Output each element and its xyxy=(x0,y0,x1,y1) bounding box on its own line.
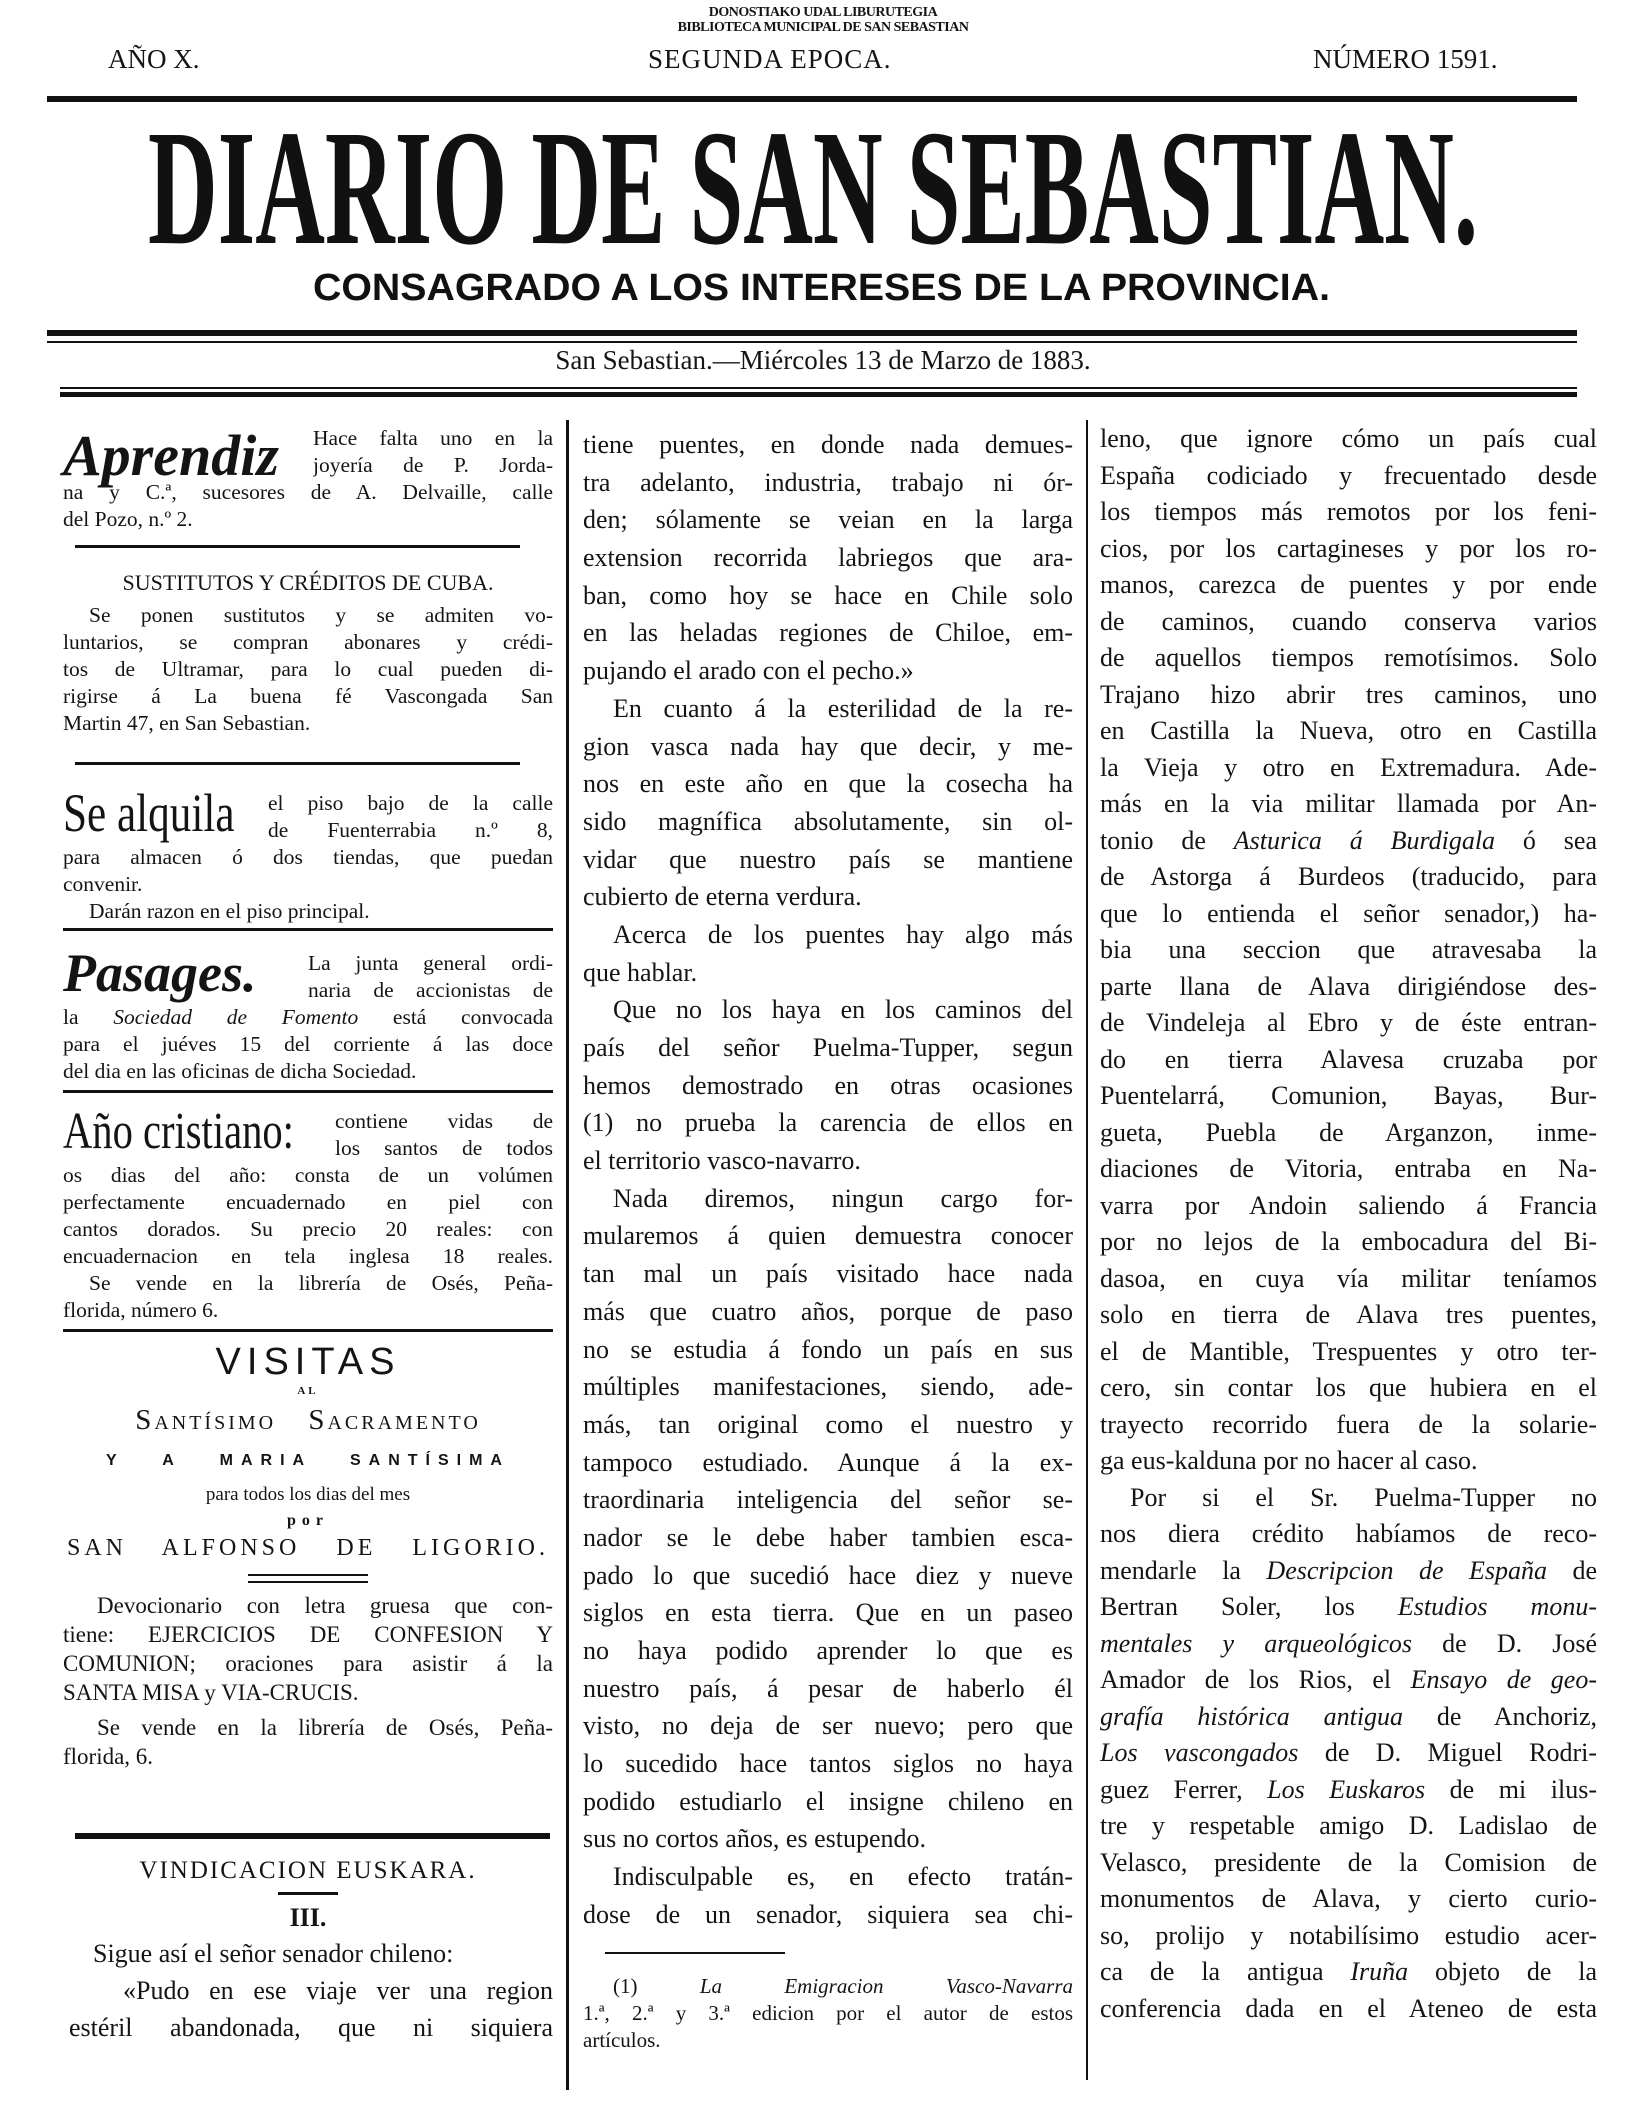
text-line: artículos. xyxy=(583,2028,661,2052)
text-line: más que cuatro años, porque de paso xyxy=(583,1296,1073,1326)
text-line: luntarios, se compran abonares y crédi- xyxy=(63,630,553,654)
text-line: florida, 6. xyxy=(63,1744,154,1769)
text-line: varra por Andoin saliendo á Francia xyxy=(1100,1190,1597,1220)
text-line: naria de accionistas de xyxy=(308,978,553,1002)
text-line: manos, carezca de puentes y por ende xyxy=(1100,570,1597,599)
text-segment: de xyxy=(1546,1555,1597,1585)
text-line: pujando el arado con el pecho.» xyxy=(583,656,914,686)
text-line: SANTA MISA y VIA-CRUCIS. xyxy=(63,1680,359,1705)
text-line: Trajano hizo abrir tres caminos, uno xyxy=(1100,679,1597,709)
text-line: extension recorrida labriegos que ara- xyxy=(583,543,1073,573)
italic-text: Los Euskaros xyxy=(1267,1774,1426,1804)
text-line: por no lejos de la embocadura del Bi- xyxy=(1100,1227,1597,1256)
text-segment: Amador de los Rios, el xyxy=(1100,1665,1411,1694)
text-line: sido magnífica absolutamente, sin ol- xyxy=(583,806,1073,836)
epoch-label: SEGUNDA EPOCA. xyxy=(648,44,892,74)
visitas-line: Santísimo Sacramento xyxy=(135,1404,481,1436)
text-segment: de D. Miguel Rodri- xyxy=(1298,1738,1597,1767)
masthead-subtitle: CONSAGRADO A LOS INTERESES DE LA PROVINCIA. xyxy=(313,267,1330,307)
visitas-line: para todos los dias del mes xyxy=(205,1484,411,1505)
text-line: mularemos á quien demuestra conocer xyxy=(583,1221,1073,1251)
column-divider xyxy=(1086,420,1088,2080)
text-line: conferencia dada en el Ateneo de esta xyxy=(1100,1993,1597,2023)
text-segment: tonio de xyxy=(1100,825,1234,855)
italic-text: Los vascongados xyxy=(1100,1738,1299,1767)
header-rule xyxy=(60,392,1577,397)
text-line: pado lo que sucedió hace diez y nueve xyxy=(583,1560,1073,1590)
text-line: del dia en las oficinas de dicha Sociedad. xyxy=(63,1059,417,1083)
text-line: so, prolijo y notabilísimo estudio acer- xyxy=(1100,1920,1597,1950)
header-rule xyxy=(47,96,1577,102)
text-line: el piso bajo de la calle xyxy=(268,791,553,815)
paragraph xyxy=(583,916,1073,991)
text-line: no se estudia á fondo un país en sus xyxy=(583,1334,1073,1364)
text-line: país del señor Puelma-Tupper, segun xyxy=(583,1033,1073,1062)
article-title: VINDICACION EUSKARA. xyxy=(139,1857,477,1884)
year-label: AÑO X. xyxy=(108,44,200,74)
text-line: Nada diremos, ningun cargo for- xyxy=(613,1183,1073,1213)
text-line: tre y respetable amigo D. Ladislao de xyxy=(1100,1811,1597,1840)
header-rule xyxy=(47,341,1577,343)
text-line: hemos demostrado en otras ocasiones xyxy=(583,1070,1073,1100)
italic-text: mentales y arqueológicos xyxy=(1100,1628,1413,1658)
text-line: bia una seccion que atravesaba la xyxy=(1100,935,1597,964)
text-line: do en tierra Alavesa cruzaba por xyxy=(1100,1044,1597,1074)
ad-title: Pasages. xyxy=(63,943,257,1003)
header-rule xyxy=(60,387,1577,389)
text-line: nos diera crédito habíamos de reco- xyxy=(1100,1519,1597,1548)
visitas-line: Y A MARIA SANTÍSIMA xyxy=(106,1452,510,1469)
ad-aprendiz xyxy=(63,425,553,533)
footnote xyxy=(583,1973,1073,2054)
text-line: que lo entienda el señor senador,) ha- xyxy=(1100,898,1597,928)
column-2-text xyxy=(583,426,1073,1934)
text-line: sus no cortos años, es estupendo. xyxy=(583,1824,927,1854)
text-line: COMUNION; oraciones para asistir á la xyxy=(63,1651,553,1676)
text-line: Acerca de los puentes hay algo más xyxy=(613,919,1073,949)
paragraph xyxy=(1100,421,1597,1480)
text-line: podido estudiarlo el insigne chileno en xyxy=(583,1786,1073,1816)
ad-heading: SUSTITUTOS Y CRÉDITOS DE CUBA. xyxy=(122,570,494,595)
ad-divider xyxy=(63,1090,553,1093)
text-line: que hablar. xyxy=(583,957,698,987)
paragraph xyxy=(583,1180,1073,1858)
text-segment: está convocada xyxy=(358,1005,553,1029)
visitas-al: AL xyxy=(297,1385,319,1397)
ad-title: Se alquila xyxy=(63,783,235,843)
paragraph xyxy=(583,426,1073,690)
text-line: gueta, Puebla de Arganzon, inme- xyxy=(1100,1117,1597,1147)
text-line xyxy=(1100,1626,1597,1663)
ad-sustitutos xyxy=(63,568,553,737)
text-line: Por si el Sr. Puelma-Tupper no xyxy=(1130,1482,1597,1512)
text-line: os dias del año: consta de un volúmen xyxy=(63,1163,553,1187)
text-line: leno, que ignore cómo un país cual xyxy=(1100,424,1597,453)
text-line: visto, no deja de ser nuevo; pero que xyxy=(583,1711,1073,1741)
text-line: Darán razon en el piso principal. xyxy=(89,899,370,923)
text-line: 1.ª, 2.ª y 3.ª edicion por el autor de estos xyxy=(583,2001,1073,2025)
text-line: los santos de todos xyxy=(335,1136,553,1160)
text-line: Se vende en la librería de Osés, Peña- xyxy=(97,1715,553,1740)
subtitle-banner xyxy=(0,262,1646,307)
ad-divider xyxy=(63,1329,553,1332)
text-line: múltiples manifestaciones, siendo, ade- xyxy=(583,1372,1073,1402)
text-line xyxy=(1100,1662,1597,1699)
text-line: para almacen ó dos tiendas, que puedan xyxy=(63,845,553,869)
text-segment: mendarle la xyxy=(1100,1555,1267,1585)
text-line: tampoco estudiado. Aunque á la ex- xyxy=(583,1447,1073,1477)
text-line: rigirse á La buena fé Vascongada San xyxy=(63,684,553,708)
ad-visitas xyxy=(63,1340,553,1771)
paragraph xyxy=(583,690,1073,916)
visitas-divider xyxy=(248,1574,368,1583)
text-segment: ó sea xyxy=(1495,825,1597,855)
text-line xyxy=(1100,1772,1597,1809)
text-line: gion vasca nada hay que decir, y me- xyxy=(583,731,1073,761)
italic-text: Descripcion de España xyxy=(1266,1555,1547,1585)
text-line: de caminos, cuando conserva varios xyxy=(1100,606,1597,636)
italic-text: Estudios monu- xyxy=(1397,1592,1597,1621)
text-line: Que no los haya en los caminos del xyxy=(613,995,1073,1025)
text-line: de Astorga á Burdeos (traducido, para xyxy=(1100,862,1597,891)
text-segment: Bertran Soler, los xyxy=(1100,1592,1398,1621)
ad-ano-cristiano xyxy=(63,1103,553,1324)
text-line: encuadernacion en tela inglesa 18 reales. xyxy=(63,1244,553,1268)
text-line: Se ponen sustitutos y se admiten vo- xyxy=(89,603,553,627)
paragraph xyxy=(583,991,1073,1179)
text-line: estéril abandonada, que ni siquiera xyxy=(69,2013,553,2042)
visitas-por: por xyxy=(287,1512,329,1529)
text-line: no haya podido aprender lo que es xyxy=(583,1636,1073,1665)
text-line: España codiciado y frecuentado desde xyxy=(1100,460,1597,490)
text-line xyxy=(1100,1699,1597,1736)
text-line: diaciones de Vitoria, entraba en Na- xyxy=(1100,1154,1597,1183)
text-segment: de D. José xyxy=(1412,1628,1597,1658)
paragraph xyxy=(583,1858,1073,1933)
text-segment: ca de la antigua xyxy=(1100,1957,1351,1986)
text-line: Puentelarrá, Comunion, Bayas, Bur- xyxy=(1100,1081,1597,1110)
dateline: San Sebastian.—Miércoles 13 de Marzo de 1883. xyxy=(555,345,1091,375)
text-line: En cuanto á la esterilidad de la re- xyxy=(613,693,1073,723)
masthead xyxy=(0,110,1646,250)
text-line: siglos en esta tierra. Que en un paseo xyxy=(583,1598,1073,1628)
text-line: dose de un senador, siquiera sea chi- xyxy=(583,1899,1073,1929)
text-line: Martin 47, en San Sebastian. xyxy=(63,711,311,735)
article-section: III. xyxy=(289,1903,327,1932)
text-line: Hace falta uno en la xyxy=(313,426,553,450)
issue-number: NÚMERO 1591. xyxy=(1313,44,1498,74)
text-line: contiene vidas de xyxy=(335,1109,553,1133)
text-line: la Vieja y otro en Extremadura. Ade- xyxy=(1100,752,1597,782)
text-line: tra adelanto, industria, trabajo ni ór- xyxy=(583,467,1073,497)
ad-se-alquila xyxy=(63,783,553,925)
text-line: monumentos de Alava, y cierto curio- xyxy=(1100,1884,1597,1913)
text-line: más, tan original como el nuestro y xyxy=(583,1409,1073,1439)
italic-text: La Emigracion Vasco-Navarra xyxy=(699,1974,1073,1998)
text-line: cero, sin contar los que hubiera en el xyxy=(1100,1373,1597,1402)
text-line: para el juéves 15 del corriente á las doce xyxy=(63,1032,553,1056)
visitas-title: VISITAS xyxy=(215,1341,401,1383)
text-line: Indisculpable es, en efecto tratán- xyxy=(613,1862,1073,1892)
text-line: ban, como hoy se hace en Chile solo xyxy=(583,580,1073,610)
text-line: Se vende en la librería de Osés, Peña- xyxy=(89,1271,553,1295)
text-line: joyería de P. Jorda- xyxy=(313,453,553,477)
text-line xyxy=(1100,1553,1597,1590)
column-divider xyxy=(566,420,569,2090)
italic-text: Iruña xyxy=(1350,1957,1409,1986)
text-line: cios, por los cartagineses y por los ro- xyxy=(1100,533,1597,563)
masthead-title: DIARIO DE SAN SEBASTIAN. xyxy=(148,110,1478,250)
ad-title: Aprendiz xyxy=(63,423,279,488)
text-segment: la xyxy=(63,1005,114,1029)
text-line: «Pudo en ese viaje ver una region xyxy=(123,1976,553,2005)
text-line: Sigue así el señor senador chileno: xyxy=(93,1939,454,1968)
italic-text: grafía histórica antigua xyxy=(1100,1701,1404,1731)
ad-divider xyxy=(75,545,520,548)
ad-divider xyxy=(75,762,520,765)
text-line: na y C.ª, sucesores de A. Delvaille, calle xyxy=(63,480,553,504)
text-line: solo en tierra de Alava tres puentes, xyxy=(1100,1300,1597,1329)
text-line: lo sucedido hace tantos siglos no haya xyxy=(583,1749,1073,1779)
text-line: el territorio vasco-navarro. xyxy=(583,1146,861,1176)
text-line: dasoa, en cuya vía militar teníamos xyxy=(1100,1263,1597,1293)
text-line: en las heladas regiones de Chiloe, em- xyxy=(583,618,1073,648)
text-line: tan mal un país visitado hace nada xyxy=(583,1259,1073,1289)
italic-text: Ensayo de geo- xyxy=(1410,1665,1597,1694)
text-line: más en la via militar llamada por An- xyxy=(1100,789,1597,818)
header-rule xyxy=(47,330,1577,336)
footnote-divider xyxy=(605,1952,785,1954)
italic-text: Sociedad de Fomento xyxy=(113,1005,359,1029)
text-line: del Pozo, n.º 2. xyxy=(63,507,193,531)
text-line: tiene: EJERCICIOS DE CONFESION Y xyxy=(63,1622,553,1647)
text-line: Devocionario con letra gruesa que con- xyxy=(97,1593,553,1618)
text-line: nuestro país, á pesar de haberlo él xyxy=(583,1673,1073,1703)
library-stamp-line: BIBLIOTECA MUNICIPAL DE SAN SEBASTIAN xyxy=(677,20,969,35)
text-line: en Castilla la Nueva, otro en Castilla xyxy=(1100,716,1597,745)
text-line xyxy=(63,1004,553,1031)
text-line: convenir. xyxy=(63,872,143,896)
column-3-text xyxy=(1100,421,1597,2027)
text-line xyxy=(1100,1589,1597,1626)
text-line: los tiempos más remotos por los feni- xyxy=(1100,497,1597,526)
title-divider xyxy=(278,1892,338,1895)
text-line: den; sólamente se veian en la larga xyxy=(583,505,1073,535)
text-line: cantos dorados. Su precio 20 reales: con xyxy=(63,1217,553,1241)
text-line xyxy=(1100,823,1597,860)
text-line: florida, número 6. xyxy=(63,1298,219,1322)
section-divider xyxy=(75,1833,550,1839)
text-line: nador se le debe haber tambien esca- xyxy=(583,1522,1073,1552)
text-line: perfectamente encuadernado en piel con xyxy=(63,1190,553,1214)
text-line: el de Mantible, Trespuentes y otro ter- xyxy=(1100,1336,1597,1366)
text-segment: objeto de la xyxy=(1408,1957,1597,1986)
text-line: trayecto recorrido fuera de la solarie- xyxy=(1100,1409,1597,1439)
text-line: de Fuenterrabia n.º 8, xyxy=(268,818,553,842)
text-line xyxy=(1100,1954,1597,1991)
text-line: (1) no prueba la carencia de ellos en xyxy=(583,1108,1073,1138)
text-line xyxy=(583,1973,1073,2000)
text-line: ga eus-kalduna por no hacer al caso. xyxy=(1100,1446,1478,1475)
text-line: traordinaria inteligencia del señor se- xyxy=(583,1485,1073,1515)
text-line: Velasco, presidente de la Comision de xyxy=(1100,1847,1597,1877)
text-line: vidar que nuestro país se mantiene xyxy=(583,844,1073,874)
ad-divider xyxy=(63,928,553,931)
text-line: de aquellos tiempos remotísimos. Solo xyxy=(1100,643,1597,672)
text-line xyxy=(1100,1735,1597,1772)
italic-text: Asturica á Burdigala xyxy=(1233,825,1496,855)
text-line: La junta general ordi- xyxy=(308,951,553,975)
text-line: de Vindeleja al Ebro y de éste entran- xyxy=(1100,1008,1597,1037)
text-segment: (1) xyxy=(613,1974,700,1998)
text-segment: de mi ilus- xyxy=(1425,1774,1597,1804)
text-segment: de Anchoriz, xyxy=(1403,1701,1597,1731)
text-line: tiene puentes, en donde nada demues- xyxy=(583,430,1073,459)
article-vindicacion xyxy=(63,1854,553,2046)
text-line: tos de Ultramar, para lo cual pueden di- xyxy=(63,657,553,681)
ad-pasages xyxy=(63,943,553,1085)
text-line: parte llana de Alava dirigiéndose des- xyxy=(1100,971,1597,1001)
paragraph xyxy=(1100,1480,1597,2028)
text-line: cubierto de eterna verdura. xyxy=(583,882,862,912)
text-segment: guez Ferrer, xyxy=(1100,1774,1268,1804)
library-stamp-line: DONOSTIAKO UDAL LIBURUTEGIA xyxy=(708,5,938,20)
ad-title: Año cristiano: xyxy=(63,1103,294,1160)
visitas-author: SAN ALFONSO DE LIGORIO. xyxy=(66,1535,549,1561)
text-line: nos en este año en que la cosecha ha xyxy=(583,769,1073,799)
